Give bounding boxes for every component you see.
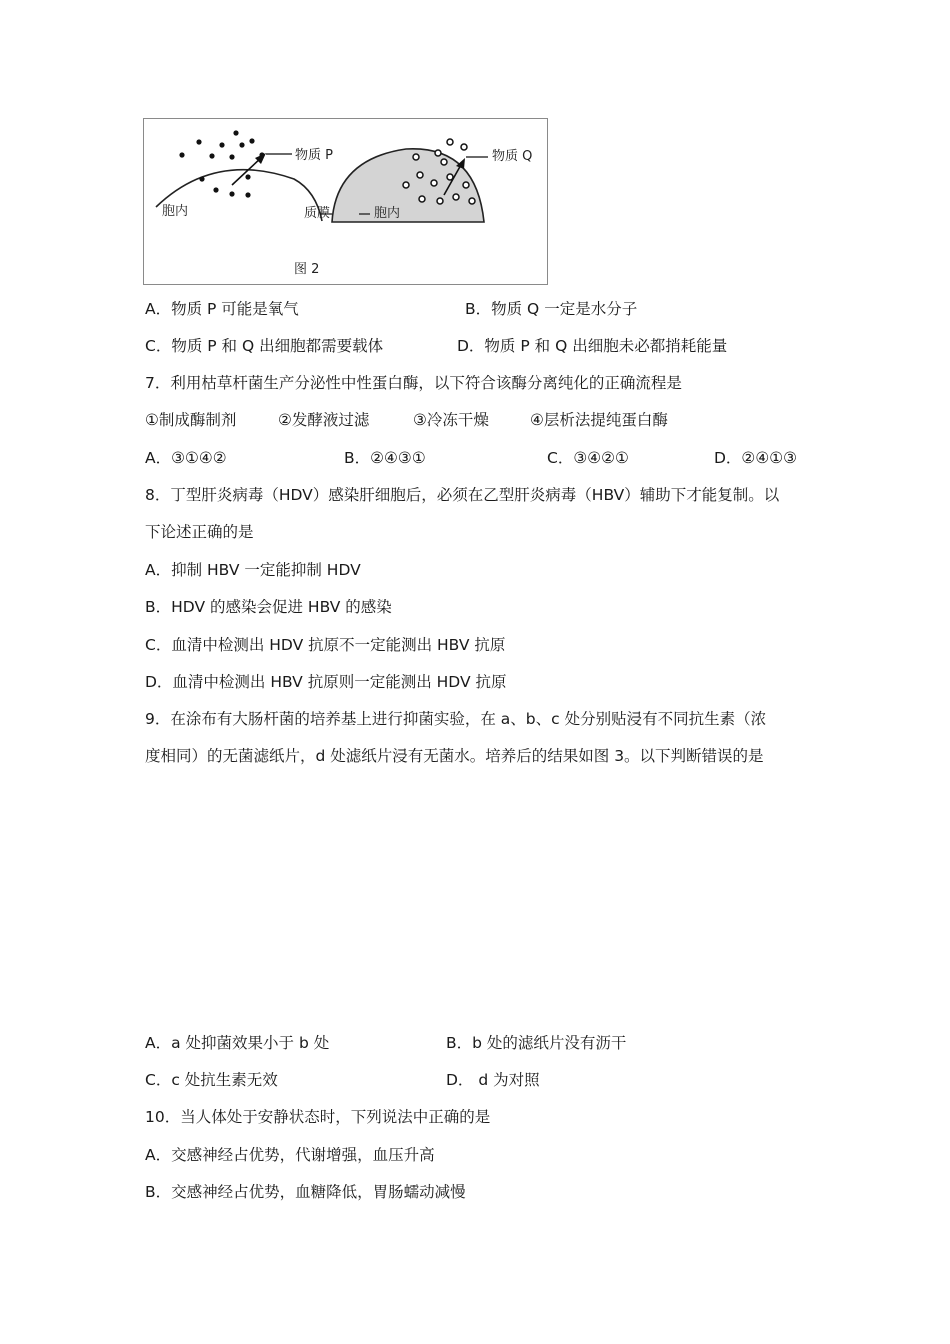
q9-option-c: C．c 处抗生素无效 xyxy=(145,1071,278,1089)
q10-option-a: A．交感神经占优势，代谢增强，血压升高 xyxy=(145,1146,435,1164)
q9-stem-line-2: 度相同）的无菌滤纸片，d 处滤纸片浸有无菌水。培养后的结果如图 3。以下判断错误的是 xyxy=(145,747,764,765)
q7-step-2: ②发酵液过滤 xyxy=(278,411,370,429)
q7-option-a: A．③①④② xyxy=(145,449,227,467)
q6-option-a: A．物质 P 可能是氧气 xyxy=(145,300,299,318)
q8-option-a: A．抑制 HBV 一定能抑制 HDV xyxy=(145,561,361,579)
q10-option-b: B．交感神经占优势，血糖降低，胃肠蠕动减慢 xyxy=(145,1183,466,1201)
q8-option-b: B．HDV 的感染会促进 HBV 的感染 xyxy=(145,598,392,616)
q8-option-c: C．血清中检测出 HDV 抗原不一定能测出 HBV 抗原 xyxy=(145,636,506,654)
q9-option-a: A．a 处抑菌效果小于 b 处 xyxy=(145,1034,330,1052)
q7-stem: 7．利用枯草杆菌生产分泌性中性蛋白酶，以下符合该酶分离纯化的正确流程是 xyxy=(145,374,682,392)
q8-stem-line-1: 8．丁型肝炎病毒（HDV）感染肝细胞后，必须在乙型肝炎病毒（HBV）辅助下才能复制。以 xyxy=(145,486,780,504)
label-membrane: 质膜 xyxy=(304,206,331,221)
q8-stem-line-2: 下论述正确的是 xyxy=(145,523,254,541)
label-substance-p: 物质 P xyxy=(295,148,333,163)
q7-option-d: D．②④①③ xyxy=(714,449,798,467)
q7-option-c: C．③④②① xyxy=(547,449,629,467)
q7-step-3: ③冷冻干燥 xyxy=(413,411,489,429)
figure-caption: 图 2 xyxy=(294,262,320,277)
q9-option-b: B．b 处的滤纸片没有沥干 xyxy=(446,1034,627,1052)
q6-option-b: B．物质 Q 一定是水分子 xyxy=(465,300,638,318)
q8-option-d: D．血清中检测出 HBV 抗原则一定能测出 HDV 抗原 xyxy=(145,673,507,691)
substance-p-dots xyxy=(179,130,264,197)
q6-option-c: C．物质 P 和 Q 出细胞都需要载体 xyxy=(145,337,384,355)
q7-option-b: B．②④③① xyxy=(344,449,426,467)
figure-2-drawing xyxy=(144,119,549,286)
q10-stem: 10．当人体处于安静状态时，下列说法中正确的是 xyxy=(145,1108,491,1126)
q6-option-d: D．物质 P 和 Q 出细胞未必都捎耗能量 xyxy=(457,337,728,355)
q9-stem-line-1: 9．在涂布有大肠杆菌的培养基上进行抑菌实验，在 a、b、c 处分别贴浸有不同抗生素（浓 xyxy=(145,710,767,728)
q7-step-4: ④层析法提纯蛋白酶 xyxy=(530,411,668,429)
label-inside-left: 胞内 xyxy=(162,204,189,219)
figure-2 xyxy=(143,118,548,285)
q7-step-1: ①制成酶制剂 xyxy=(145,411,237,429)
q9-option-d: D． d 为对照 xyxy=(446,1071,540,1089)
label-inside-right: 胞内 xyxy=(374,206,401,221)
label-substance-q: 物质 Q xyxy=(492,149,533,164)
